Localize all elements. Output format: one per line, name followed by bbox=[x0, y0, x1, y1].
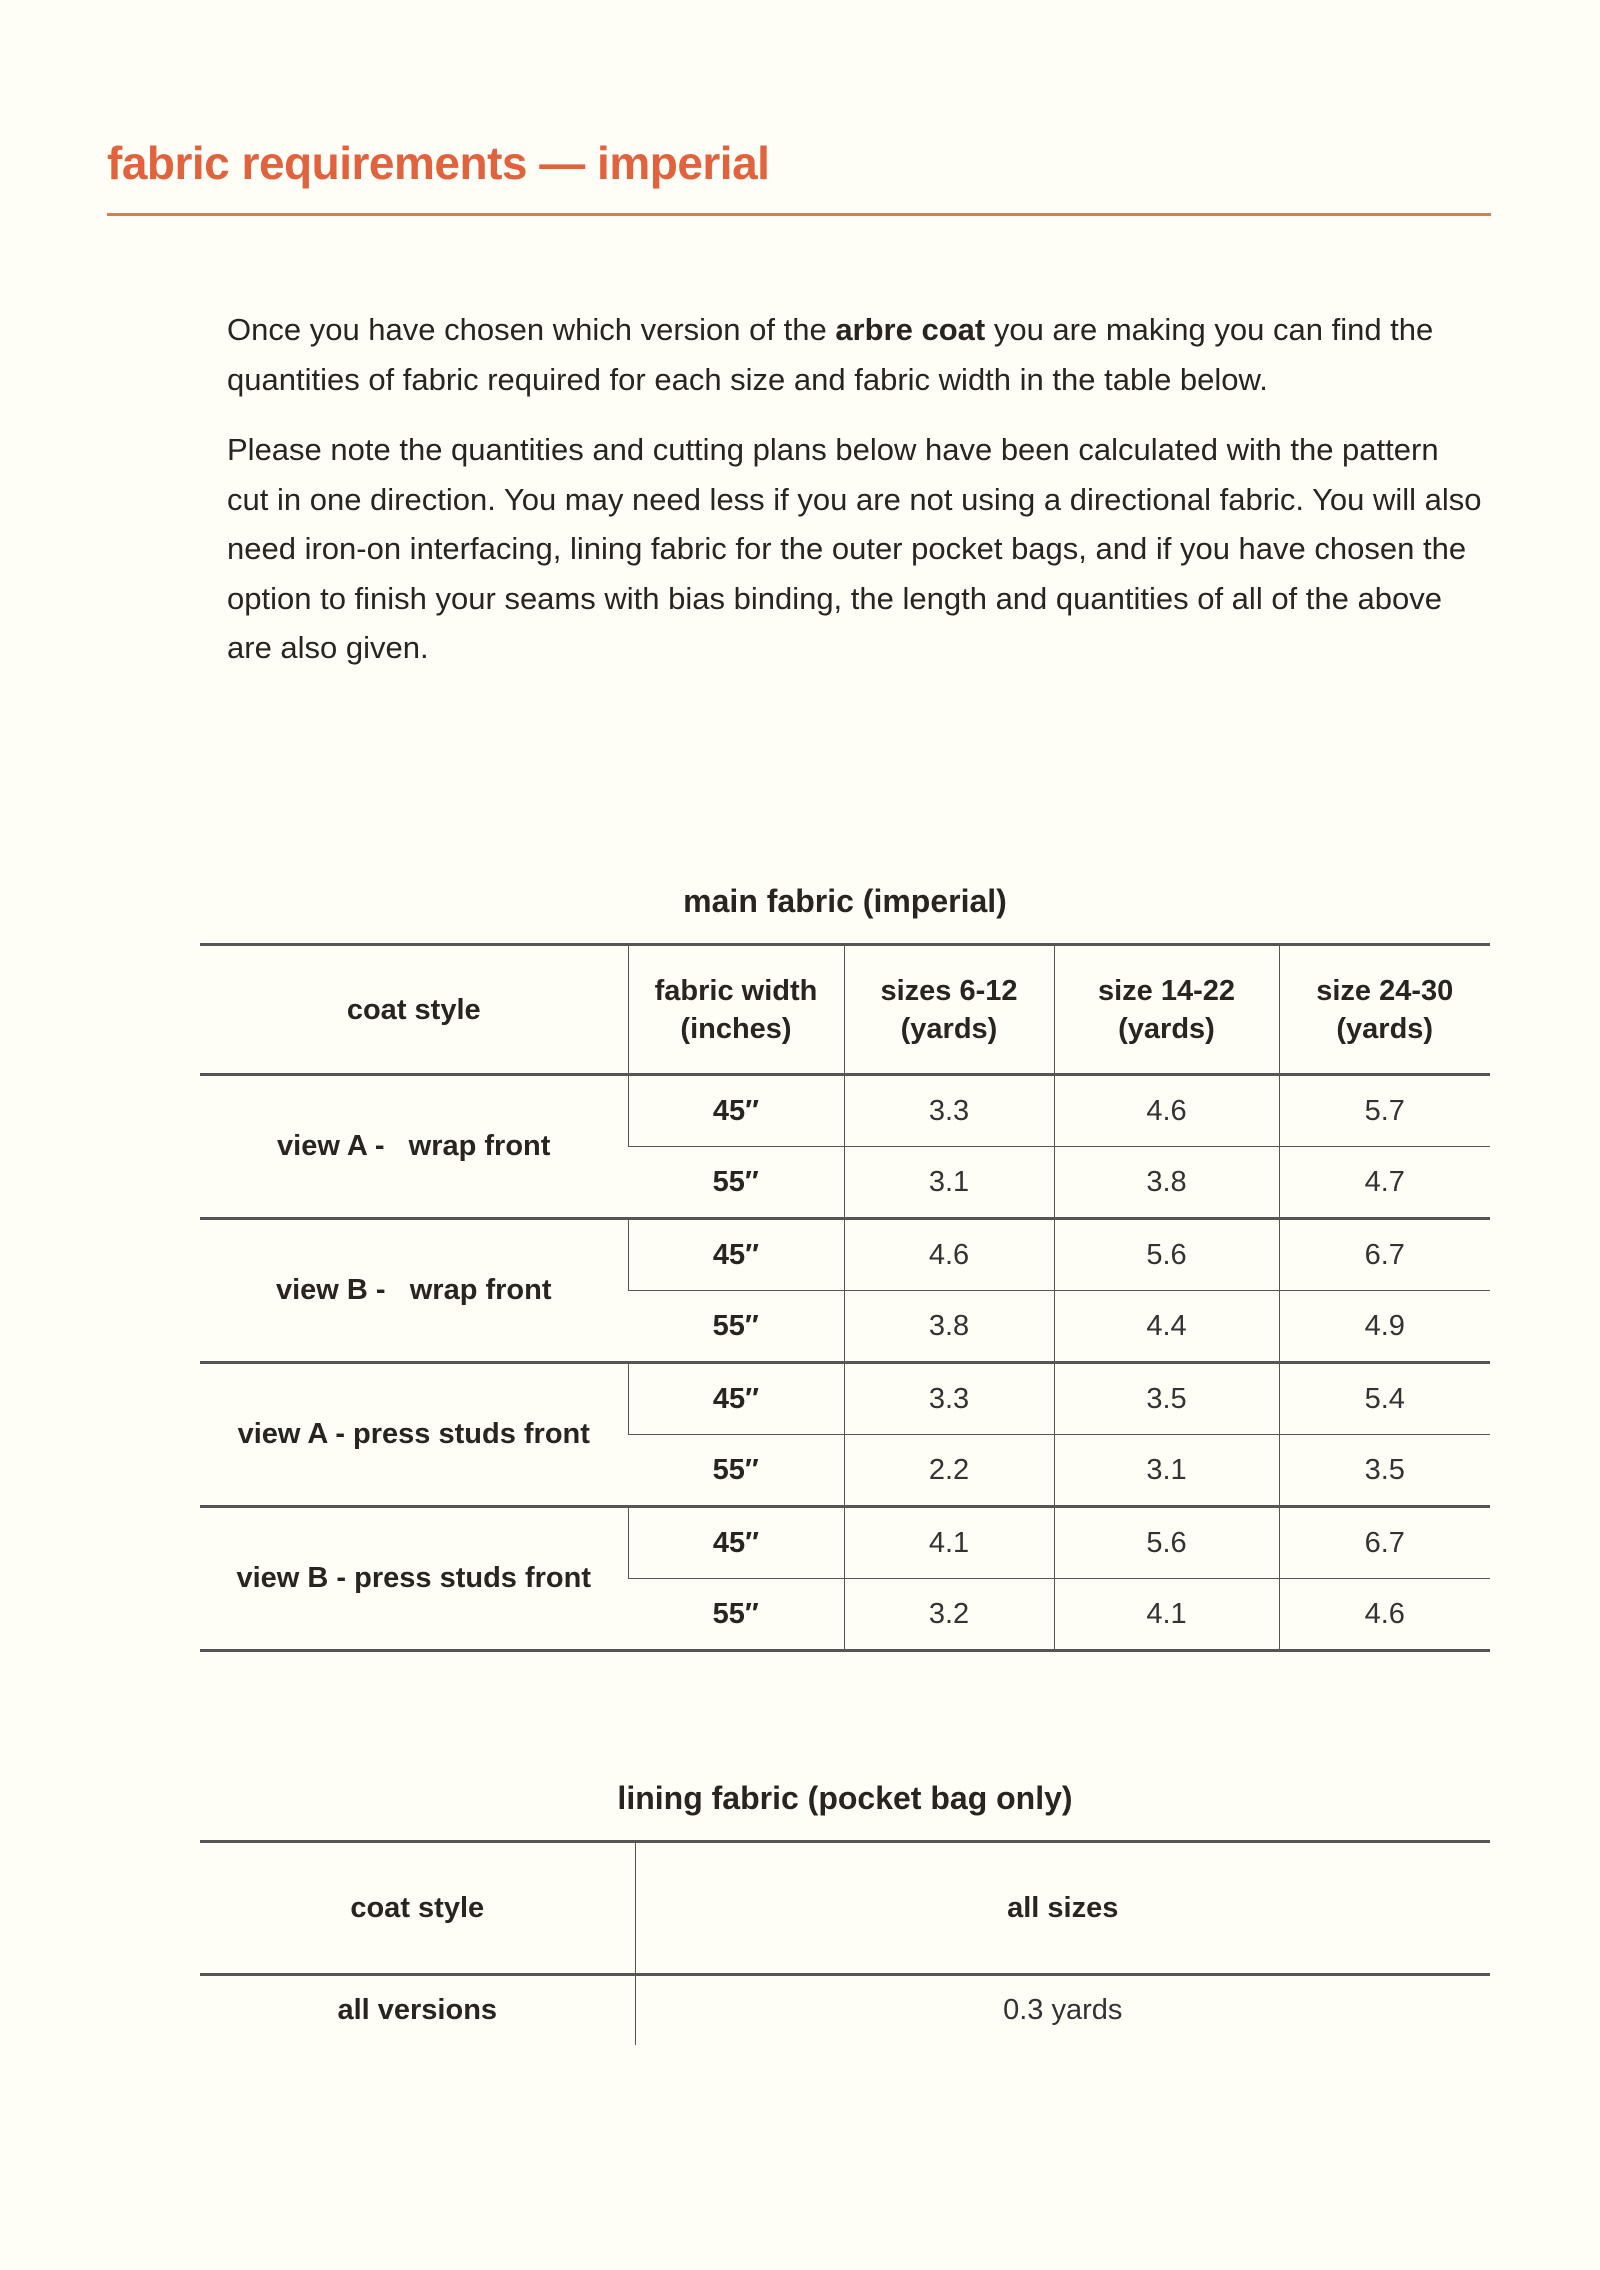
yardage-cell: 3.3 bbox=[844, 1075, 1054, 1147]
fabric-width-cell: 55″ bbox=[628, 1435, 844, 1507]
yardage-cell: 4.6 bbox=[1279, 1579, 1490, 1651]
yardage-cell: 5.4 bbox=[1279, 1363, 1490, 1435]
yardage-cell: 5.6 bbox=[1054, 1507, 1279, 1579]
intro-paragraph-1 bbox=[227, 305, 1487, 404]
coat-style-cell: view A - wrap front bbox=[277, 1130, 551, 1162]
table-row bbox=[200, 1363, 1490, 1435]
header-coat-style: coat style bbox=[200, 945, 628, 1075]
header-coat-style: coat style bbox=[200, 1842, 635, 1975]
coat-style-cell: view B - wrap front bbox=[200, 1219, 628, 1363]
table-header-row bbox=[200, 1842, 1490, 1975]
coat-style-cell: view A - press studs front bbox=[200, 1363, 628, 1507]
header-fabric-width: fabric width (inches) bbox=[628, 945, 844, 1075]
lining-fabric-table bbox=[200, 1840, 1490, 2045]
header-size-14-22: size 14-22 (yards) bbox=[1054, 945, 1279, 1075]
yardage-cell: 2.2 bbox=[844, 1435, 1054, 1507]
intro-paragraph-2: Please note the quantities and cutting plans below have been calculated with the pattern cut in one direction. You may need less if you are not using a directional fabric. You will also need iron-on interfacing, lining fabric for the outer pocket bags, and if you have chosen the option to finish your seams with bias binding, the length and quantities of all of the above are also given. bbox=[227, 432, 1482, 665]
yardage-cell: 5.7 bbox=[1279, 1075, 1490, 1147]
yardage-cell: 6.7 bbox=[1279, 1507, 1490, 1579]
main-fabric-table bbox=[200, 943, 1490, 1652]
yardage-cell: 4.9 bbox=[1279, 1291, 1490, 1363]
table-row bbox=[200, 1975, 1490, 2045]
header-sizes-6-12: sizes 6-12 (yards) bbox=[844, 945, 1054, 1075]
product-name: arbre coat bbox=[835, 312, 986, 347]
fabric-width-cell: 45″ bbox=[628, 1363, 844, 1435]
header-all-sizes: all sizes bbox=[635, 1842, 1490, 1975]
fabric-width-cell: 55″ bbox=[628, 1291, 844, 1363]
table-header-row bbox=[200, 945, 1490, 1075]
table-row bbox=[200, 1075, 1490, 1147]
intro-p1-start: Once you have chosen which version of the bbox=[227, 312, 836, 347]
yardage-cell: 0.3 yards bbox=[635, 1975, 1490, 2045]
table-row bbox=[200, 1219, 1490, 1291]
yardage-cell: 3.8 bbox=[1054, 1147, 1279, 1219]
coat-style-cell: all versions bbox=[337, 1993, 498, 2026]
fabric-width-cell: 45″ bbox=[628, 1075, 844, 1147]
title-divider bbox=[107, 213, 1491, 216]
yardage-cell: 4.6 bbox=[1054, 1075, 1279, 1147]
yardage-cell: 4.6 bbox=[844, 1219, 1054, 1291]
intro-p1-end: you are making you can find the quantities of fabric required for each size and fabric width in the table below. bbox=[227, 312, 1434, 397]
intro-text bbox=[227, 305, 1487, 694]
yardage-cell: 6.7 bbox=[1279, 1219, 1490, 1291]
yardage-cell: 3.3 bbox=[844, 1363, 1054, 1435]
yardage-cell: 4.7 bbox=[1279, 1147, 1490, 1219]
fabric-width-cell: 45″ bbox=[628, 1507, 844, 1579]
yardage-cell: 4.1 bbox=[844, 1507, 1054, 1579]
header-size-24-30: size 24-30 (yards) bbox=[1279, 945, 1490, 1075]
main-table-caption: main fabric (imperial) bbox=[683, 883, 1007, 919]
yardage-cell: 3.5 bbox=[1279, 1435, 1490, 1507]
lining-table-caption: lining fabric (pocket bag only) bbox=[617, 1780, 1073, 1816]
coat-style-cell: view B - press studs front bbox=[200, 1507, 628, 1651]
yardage-cell: 3.2 bbox=[844, 1579, 1054, 1651]
fabric-width-cell: 55″ bbox=[628, 1147, 844, 1219]
yardage-cell: 5.6 bbox=[1054, 1219, 1279, 1291]
yardage-cell: 3.1 bbox=[844, 1147, 1054, 1219]
fabric-width-cell: 45″ bbox=[628, 1219, 844, 1291]
yardage-cell: 4.1 bbox=[1054, 1579, 1279, 1651]
yardage-cell: 3.8 bbox=[844, 1291, 1054, 1363]
table-row bbox=[200, 1507, 1490, 1579]
yardage-cell: 3.5 bbox=[1054, 1363, 1279, 1435]
page-title: fabric requirements — imperial bbox=[107, 137, 770, 189]
fabric-width-cell: 55″ bbox=[628, 1579, 844, 1651]
yardage-cell: 3.1 bbox=[1054, 1435, 1279, 1507]
yardage-cell: 4.4 bbox=[1054, 1291, 1279, 1363]
